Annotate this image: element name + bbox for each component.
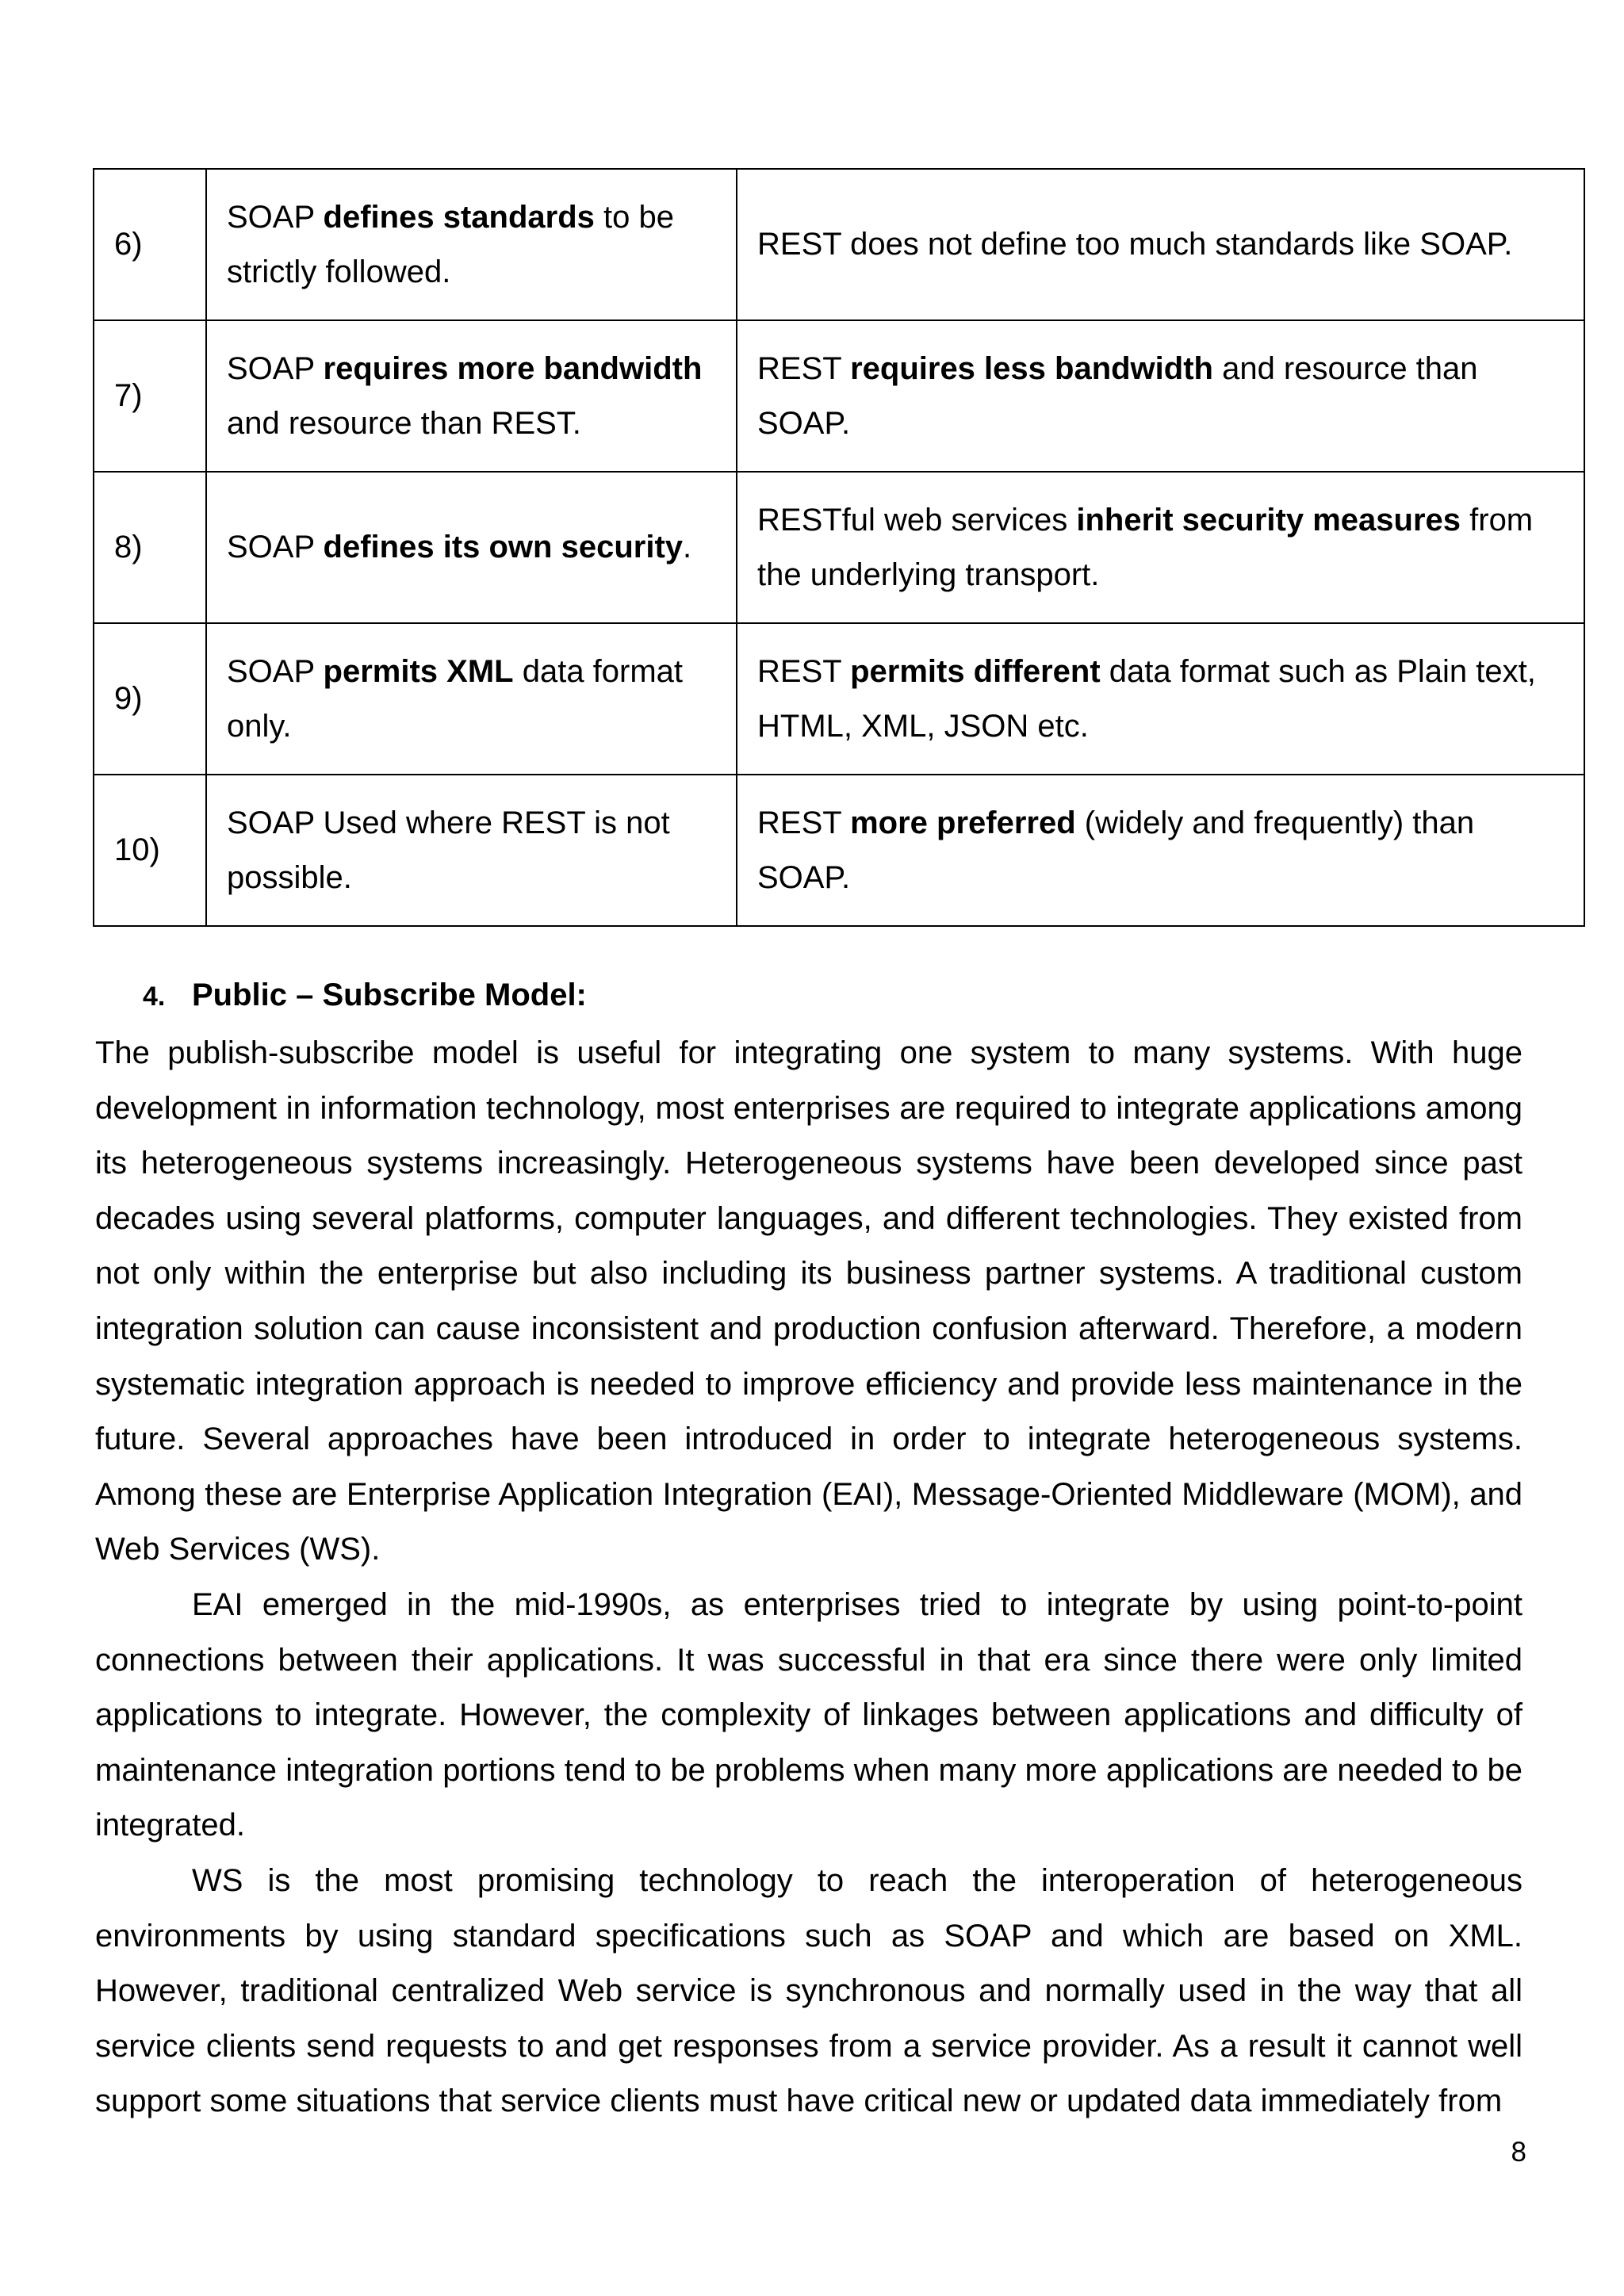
table-row — [94, 472, 1584, 623]
text-run: SOAP Used where REST is not possible. — [227, 805, 670, 895]
text-run: from the underlying transport. — [757, 502, 1534, 592]
rest-cell — [737, 169, 1584, 320]
emphasis-text: inherit security measures — [1076, 502, 1461, 538]
rest-cell — [737, 775, 1584, 926]
text-run: (widely and frequently) than SOAP. — [757, 805, 1475, 895]
row-number: 10) — [114, 832, 160, 867]
paragraph: WS is the most promising technology to reach the interoperation of heterogeneous environments by using standard specifications such as SOAP and which are based on XML. However, traditional centralized Web service is synchronous and normally used in the way that all service clients send requests to and get responses from a service provider. As a result it cannot well support some situations that service clients must have critical new or updated data immediately from — [95, 1862, 1522, 2119]
row-number-cell — [94, 472, 206, 623]
table-row — [94, 320, 1584, 472]
soap-rest-comparison-table — [93, 168, 1585, 927]
rest-cell — [737, 623, 1584, 775]
soap-cell — [206, 472, 737, 623]
text-run: and resource than SOAP. — [757, 350, 1478, 441]
text-run: REST — [757, 653, 851, 689]
rest-cell — [737, 472, 1584, 623]
emphasis-text: permits different — [850, 653, 1101, 689]
emphasis-text: requires less bandwidth — [850, 350, 1213, 386]
emphasis-text: defines its own security — [323, 530, 684, 564]
section-title: Public – Subscribe Model: — [192, 978, 587, 1012]
row-number: 8) — [114, 530, 143, 564]
rest-cell — [737, 320, 1584, 472]
text-run: SOAP — [227, 199, 324, 235]
page-number: 8 — [1511, 2137, 1526, 2168]
text-run: and resource than REST. — [227, 405, 581, 441]
table-row — [94, 623, 1584, 775]
row-number: 9) — [114, 681, 143, 716]
row-number: 7) — [114, 378, 143, 413]
soap-cell — [206, 623, 737, 775]
text-run: RESTful web services — [757, 502, 1077, 538]
soap-cell — [206, 320, 737, 472]
emphasis-text: requires more bandwidth — [323, 350, 703, 386]
paragraph: EAI emerged in the mid-1990s, as enterprises tried to integrate by using point-to-point connections between their applications. It was successful in that era since there were only limited applications to integrate. However, the complexity of linkages between applications and difficulty of maintenance integration portions tend to be problems when many more applications are needed to be integrated. — [95, 1586, 1522, 1843]
text-run: data format such as Plain text, HTML, XML, JSON etc. — [757, 653, 1536, 744]
section-heading — [143, 971, 587, 1020]
table-row — [94, 169, 1584, 320]
emphasis-text: more preferred — [850, 805, 1076, 840]
row-number-cell — [94, 775, 206, 926]
table-row — [94, 775, 1584, 926]
row-number-cell — [94, 623, 206, 775]
emphasis-text: permits XML — [323, 653, 514, 689]
text-run: . — [683, 530, 692, 564]
soap-cell — [206, 775, 737, 926]
text-run: REST — [757, 805, 851, 840]
text-run: SOAP — [227, 530, 324, 564]
row-number: 6) — [114, 227, 143, 262]
text-run: to be strictly followed. — [227, 199, 674, 289]
text-run: REST does not define too much standards like SOAP. — [757, 227, 1513, 262]
text-run: SOAP — [227, 350, 324, 386]
emphasis-text: defines standards — [323, 199, 595, 235]
text-run: data format only. — [227, 653, 684, 744]
row-number-cell — [94, 320, 206, 472]
row-number-cell — [94, 169, 206, 320]
soap-cell — [206, 169, 737, 320]
paragraph: The publish-subscribe model is useful for integrating one system to many systems. With huge development in information technology, most enterprises are required to integrate applications among its heterogeneous systems increasingly. Heterogeneous systems have been developed since past decades using several platforms, computer languages, and different technologies. They existed from not only within the enterprise but also including its business partner systems. A traditional custom integration solution can cause inconsistent and production confusion afterward. Therefore, a modern systematic integration approach is needed to improve efficiency and provide less maintenance in the future. Several approaches have been introduced in order to integrate heterogeneous systems. Among these are Enterprise Application Integration (EAI), Message-Oriented Middleware (MOM), and Web Services (WS). — [95, 1035, 1522, 1567]
text-run: REST — [757, 350, 851, 386]
section-number: 4. — [143, 982, 166, 1012]
text-run: SOAP — [227, 653, 324, 689]
body-text — [95, 1026, 1522, 2130]
